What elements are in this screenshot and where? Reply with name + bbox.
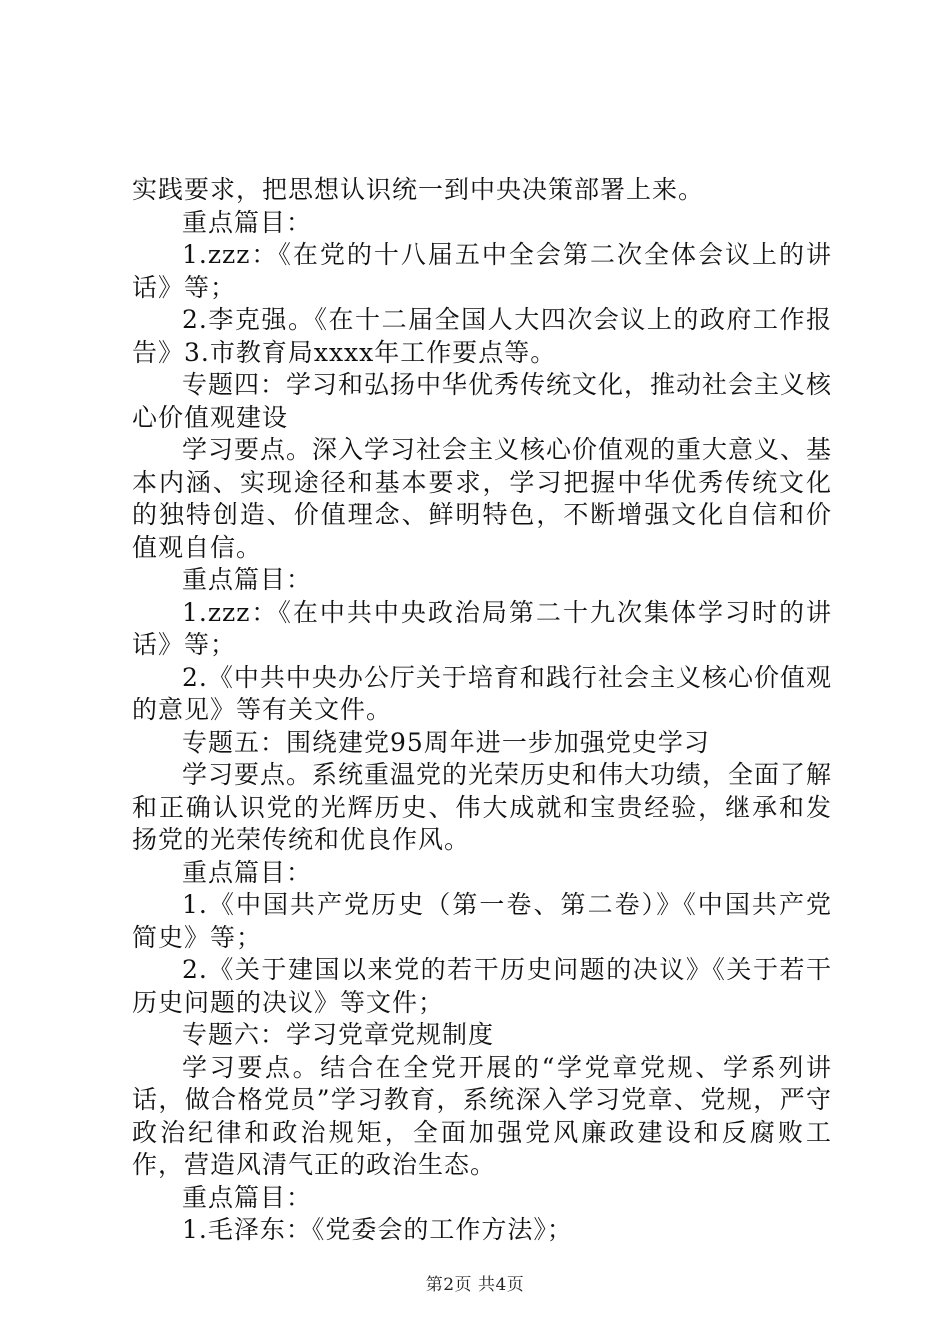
list-item: 2.《中共中央办公厅关于培育和践行社会主义核心价值观的意见》等有关文件。 [132,662,832,724]
study-points-paragraph: 学习要点。结合在全党开展的“学党章党规、学系列讲话，做合格党员”学习教育，系统深入学习党章、党规，严守政治纪律和政治规矩，全面加强党风廉政建设和反腐败工作，营造风清气正的政治生态。 [132,1052,832,1179]
topic-heading-five: 专题五：围绕建党95周年进一步加强党史学习 [182,727,710,757]
section-heading-key-readings: 重点篇目： [182,857,313,887]
list-item: 2.李克强。《在十二届全国人大四次会议上的政府工作报告》3.市教育局xxxx年工作要点等。 [132,305,832,367]
list-item: 1.zzz：《在中共中央政治局第二十九次集体学习时的讲话》等； [132,597,832,659]
section-heading-key-readings: 重点篇目： [182,1182,313,1212]
page-number-footer: 第2页 共4页 [425,1275,525,1295]
list-item: 1.zzz：《在党的十八届五中全会第二次全体会议上的讲话》等； [132,240,832,302]
study-points-paragraph: 学习要点。深入学习社会主义核心价值观的重大意义、基本内涵、实现途径和基本要求，学习把握中华优秀传统文化的独特创造、价值理念、鲜明特色，不断增强文化自信和价值观自信。 [132,435,833,562]
list-item: 2.《关于建国以来党的若干历史问题的决议》《关于若干历史问题的决议》等文件； [132,955,832,1017]
topic-heading-four: 专题四：学习和弘扬中华优秀传统文化，推动社会主义核心价值观建设 [132,370,833,432]
paragraph-continuation: 实践要求，把思想认识统一到中央决策部署上来。 [132,175,705,204]
study-points-paragraph: 学习要点。系统重温党的光荣历史和伟大功绩，全面了解和正确认识党的光辉历史、伟大成就和宝贵经验，继承和发扬党的光荣传统和优良作风。 [132,760,833,854]
list-item: 1.毛泽东：《党委会的工作方法》； [182,1215,573,1244]
section-heading-key-readings: 重点篇目： [182,565,313,594]
list-item: 1.《中国共产党历史（第一卷、第二卷）》《中国共产党简史》等； [132,890,832,952]
section-heading-key-readings: 重点篇目： [182,207,313,237]
topic-heading-six: 专题六：学习党章党规制度 [182,1020,495,1049]
document-body [132,174,832,1247]
